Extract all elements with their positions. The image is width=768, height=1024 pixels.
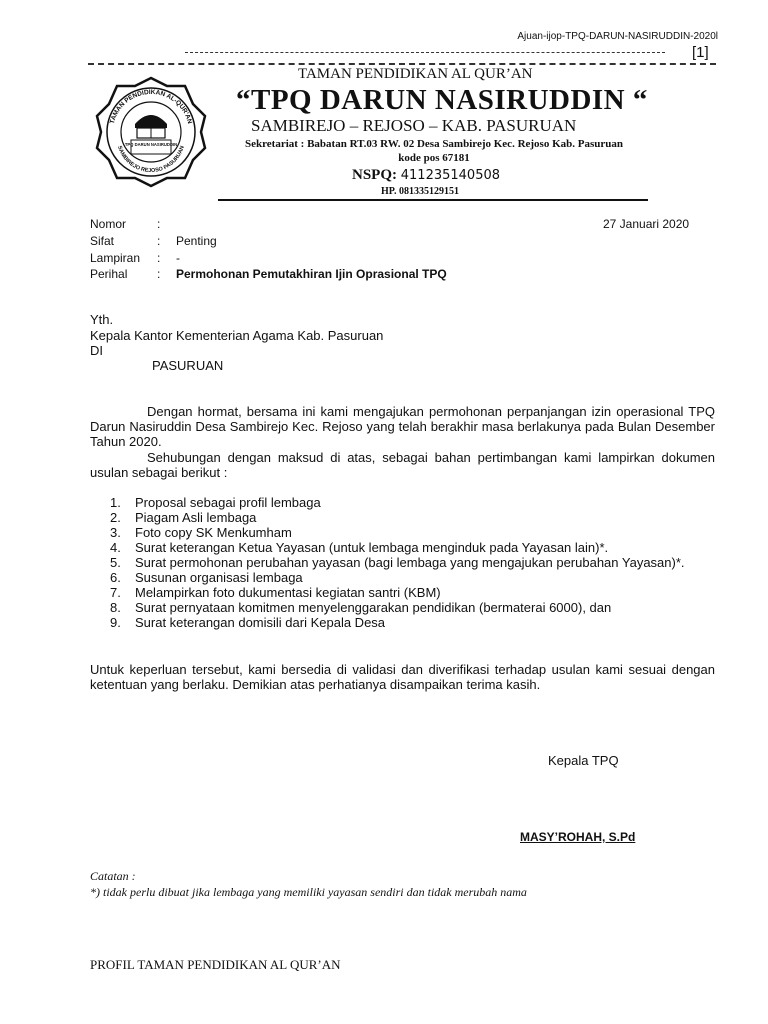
tpq-emblem-icon <box>95 76 207 188</box>
list-item: 4. Surat keterangan Ketua Yayasan (untuk lembaga menginduk pada Yayasan lain)*. <box>110 540 609 555</box>
logo-text-bottom: SAMBIREJO REJOSO PASURUAN <box>116 145 186 175</box>
perihal-colon: : <box>157 267 161 281</box>
nomor-colon: : <box>157 217 161 231</box>
list-item: 1. Proposal sebagai profil lembaga <box>110 495 321 510</box>
top-dashed-rule <box>88 63 716 65</box>
org-phone: HP. 081335129151 <box>381 186 459 197</box>
lampiran-value: - <box>176 251 180 265</box>
footer-title: PROFIL TAMAN PENDIDIKAN AL QUR’AN <box>90 957 341 972</box>
signature-name: MASY’ROHAH, S.Pd <box>520 830 636 844</box>
lampiran-label: Lampiran <box>90 251 141 265</box>
nomor-label: Nomor <box>90 217 127 231</box>
body-paragraph-1: Dengan hormat, bersama ini kami mengajukan permohonan perpanjangan izin operasional TPQ Darun Nasiruddin Desa Sambirejo Kec. Rejoso yang telah berakhir masa berlakunya pada Bulan Desember Tahun 2020. <box>90 404 715 449</box>
body-paragraph-2: Sehubungan dengan maksud di atas, sebagai bahan pertimbangan kami lampirkan dokumen usulan sebagai berikut : <box>90 450 715 480</box>
closing-paragraph: Untuk keperluan tersebut, kami bersedia di validasi dan diverifikasi terhadap usulan kami sesuai dengan ketentuan yang berlaku. Demikian atas perhatianya disampaikan terima kasih. <box>90 662 715 692</box>
letterhead-rule <box>218 199 648 201</box>
document-id: Ajuan-ijop-TPQ-DARUN-NASIRUDDIN-2020l <box>517 31 718 42</box>
sifat-colon: : <box>157 234 161 248</box>
recipient-yth: Yth. <box>90 312 114 327</box>
sifat-value: Penting <box>176 234 217 248</box>
recipient-city: PASURUAN <box>152 358 224 373</box>
logo-text-top: TAMAN PENDIDIKAN AL-QUR'AN <box>108 88 194 125</box>
letter-date: 27 Januari 2020 <box>603 217 690 231</box>
page-number: [1] <box>692 44 709 61</box>
address-line-1: Sekretariat : Babatan RT.03 RW. 02 Desa Sambirejo Kec. Rejoso Kab. Pasuruan <box>244 138 623 150</box>
perihal-value: Permohonan Pemutakhiran Ijin Oprasional TPQ <box>176 267 447 281</box>
org-name: “TPQ DARUN NASIRUDDIN “ <box>236 84 648 116</box>
lampiran-colon: : <box>157 251 161 265</box>
list-item: 5. Surat permohonan perubahan yayasan (bagi lembaga yang mengajukan perubahan Yayasan)*. <box>110 555 685 570</box>
nspq-value: 411235140508 <box>400 168 501 183</box>
signature-title: Kepala TPQ <box>548 753 619 768</box>
list-item: 2. Piagam Asli lembaga <box>110 510 257 525</box>
recipient-di: DI <box>90 343 103 358</box>
list-item: 3. Foto copy SK Menkumham <box>110 525 292 540</box>
notes-label: Catatan : <box>90 869 136 883</box>
org-type: TAMAN PENDIDIKAN AL QUR’AN <box>298 66 533 82</box>
top-dotted-rule <box>185 52 665 53</box>
recipient-name: Kepala Kantor Kementerian Agama Kab. Pasuruan <box>90 328 384 343</box>
list-item: 8. Surat pernyataan komitmen menyelenggarakan pendidikan (bermaterai 6000), dan <box>110 600 612 615</box>
list-item: 6. Susunan organisasi lembaga <box>110 570 303 585</box>
sifat-label: Sifat <box>90 234 115 248</box>
tpq-logo <box>95 76 207 188</box>
org-place: SAMBIREJO – REJOSO – KAB. PASURUAN <box>251 116 577 135</box>
logo-text-center: TPQ DARUN NASIRUDDIN <box>124 142 178 147</box>
notes-text: *) tidak perlu dibuat jika lembaga yang memiliki yayasan sendiri dan tidak merubah nama <box>90 885 527 899</box>
nspq-label: NSPQ: <box>352 167 397 183</box>
address-line-2: kode pos 67181 <box>398 152 470 164</box>
list-item: 9. Surat keterangan domisili dari Kepala Desa <box>110 615 386 630</box>
org-address <box>224 137 644 165</box>
perihal-label: Perihal <box>90 267 128 281</box>
org-nspq <box>352 167 500 184</box>
list-item: 7. Melampirkan foto dukumentasi kegiatan santri (KBM) <box>110 585 441 600</box>
attachment-list <box>110 495 715 630</box>
